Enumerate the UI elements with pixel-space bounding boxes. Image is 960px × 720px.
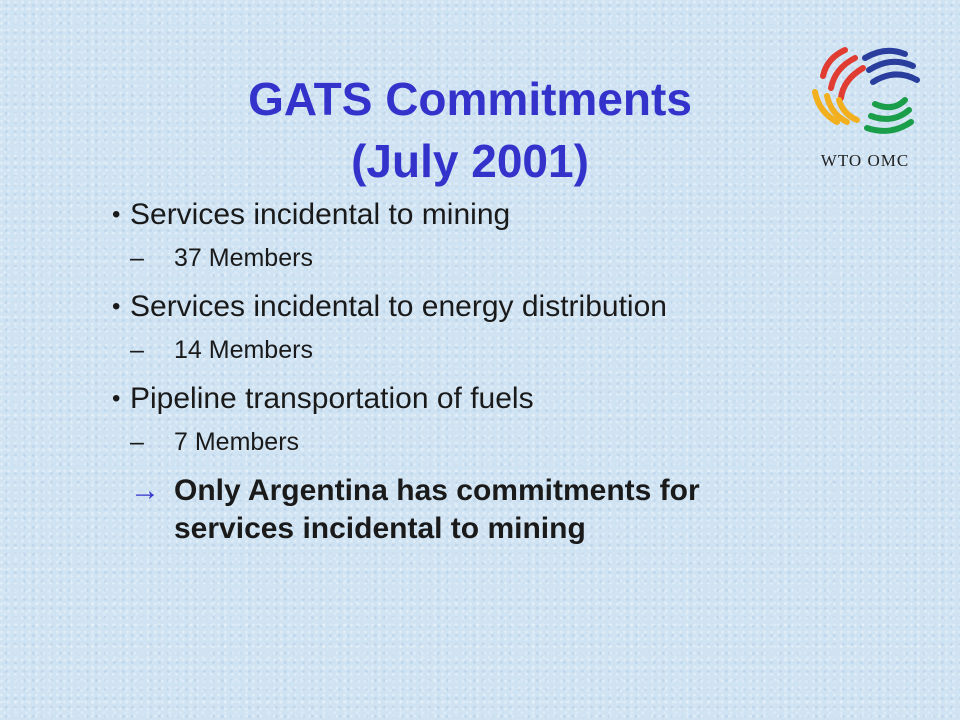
list-item [112,378,932,420]
bullet-list [112,190,932,548]
sub-item [112,236,932,280]
note-line-2: services incidental to mining [174,512,586,545]
bullet-marker: • [112,385,121,412]
bullet-marker: • [112,201,121,228]
bullet-text: Services incidental to energy distribution [130,290,667,323]
list-item [112,286,932,328]
sub-item-text: 37 Members [174,244,313,272]
list-item [112,194,932,236]
dash-marker: – [130,428,144,456]
dash-marker: – [130,244,144,272]
bullet-text: Pipeline transportation of fuels [130,382,534,415]
bullet-text: Services incidental to mining [130,198,511,231]
sub-item-text: 14 Members [174,336,313,364]
title-line-2: (July 2001) [351,135,589,187]
sub-item [112,420,932,464]
note [112,472,932,548]
bullet-marker: • [112,293,121,320]
sub-item-text: 7 Members [174,428,300,456]
sub-item [112,328,932,372]
dash-marker: – [130,336,144,364]
wto-logo [805,40,925,170]
note-line-1: Only Argentina has commitments for [174,474,700,507]
logo-text: WTO OMC [820,152,910,170]
slide-title [170,68,770,192]
title-line-1: GATS Commitments [248,73,692,125]
wto-logo-icon [805,40,925,150]
arrow-icon: → [130,474,160,507]
